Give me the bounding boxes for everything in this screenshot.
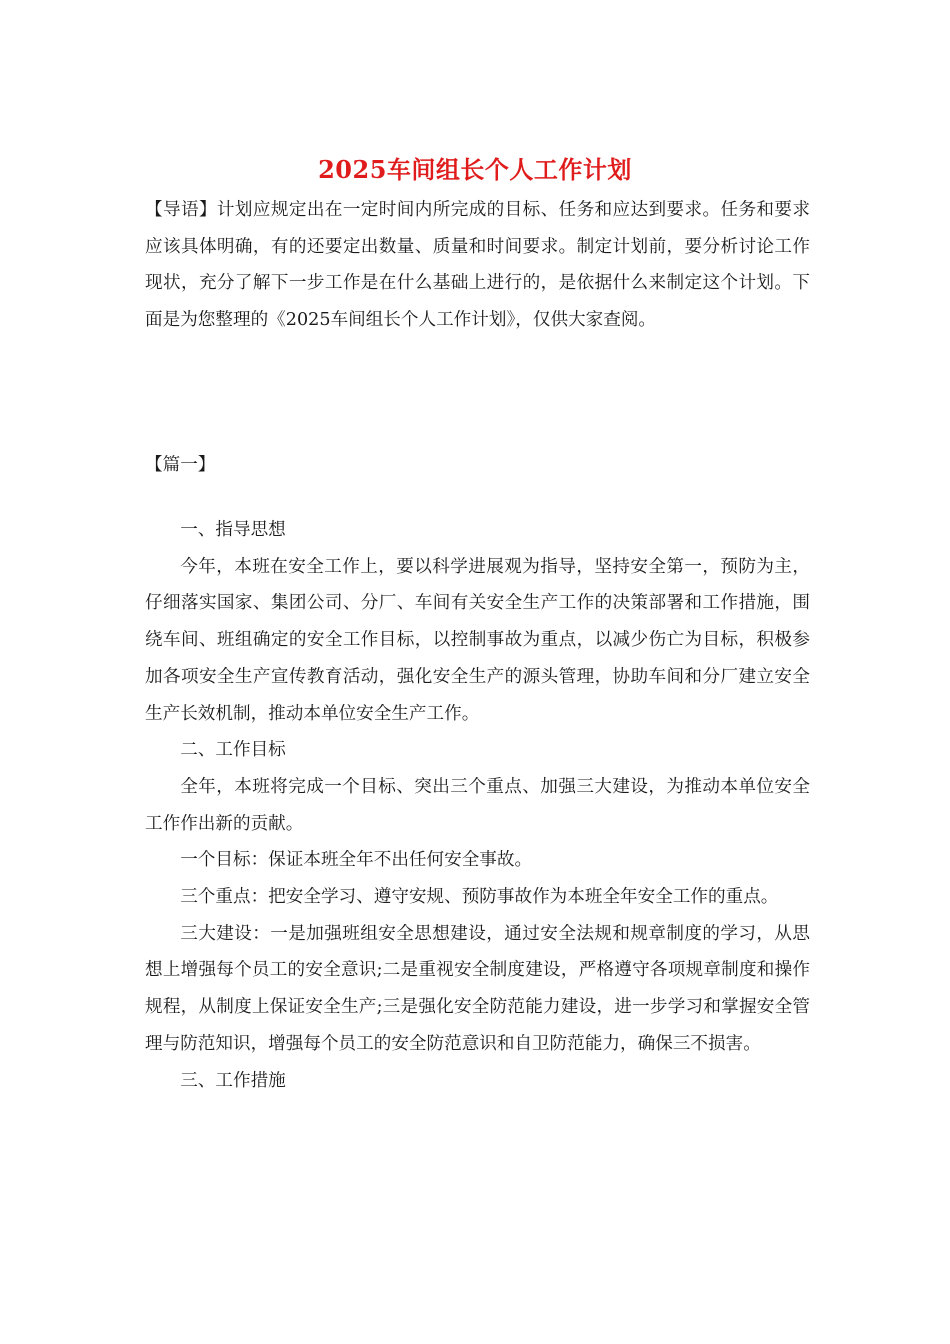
body-content (145, 512, 810, 1099)
paragraph-guiding-ideology: 今年，本班在安全工作上，要以科学进展观为指导，坚持安全第一，预防为主，仔细落实国家、集团公司、分厂、车间有关安全生产工作的决策部署和工作措施，围绕车间、班组确定的安全工作目标，以控制事故为重点，以减少伤亡为目标，积极参加各项安全生产宣传教育活动，强化安全生产的源头管理，协助车间和分厂建立安全生产长效机制，推动本单位安全生产工作。 (145, 556, 810, 724)
paragraph-work-goals: 全年，本班将完成一个目标、突出三个重点、加强三大建设，为推动本单位安全工作作出新的贡献。 (145, 776, 810, 834)
paragraph-three-construction: 三大建设：一是加强班组安全思想建设，通过安全法规和规章制度的学习，从思想上增强每个员工的安全意识;二是重视安全制度建设，严格遵守各项规章制度和操作规程，从制度上保证安全生产;三是强化安全防范能力建设，进一步学习和掌握安全管理与防范知识，增强每个员工的安全防范意识和自卫防范能力，确保三不损害。 (145, 923, 810, 1054)
paragraph-three-focus: 三个重点：把安全学习、遵守安规、预防事故作为本班全年安全工作的重点。 (180, 887, 779, 908)
heading-guiding-ideology: 一、指导思想 (180, 520, 286, 540)
intro-paragraph: 【导语】计划应规定出在一定时间内所完成的目标、任务和应达到要求。任务和要求应该具体明确，有的还要定出数量、质量和时间要求。制定计划前，要分析讨论工作现状，充分了解下一步工作是在什么基础上进行的，是依据什么来制定这个计划。下面是为您整理的《2025车间组长个人工作计划》，仅供大家查阅。 (145, 200, 810, 331)
heading-work-goals: 二、工作目标 (180, 740, 286, 761)
heading-work-measures: 三、工作措施 (180, 1070, 286, 1091)
section-label: 【篇一】 (145, 455, 216, 475)
document-title: 2025车间组长个人工作计划 (318, 155, 632, 184)
paragraph-one-goal: 一个目标：保证本班全年不出任何安全事故。 (180, 850, 533, 871)
